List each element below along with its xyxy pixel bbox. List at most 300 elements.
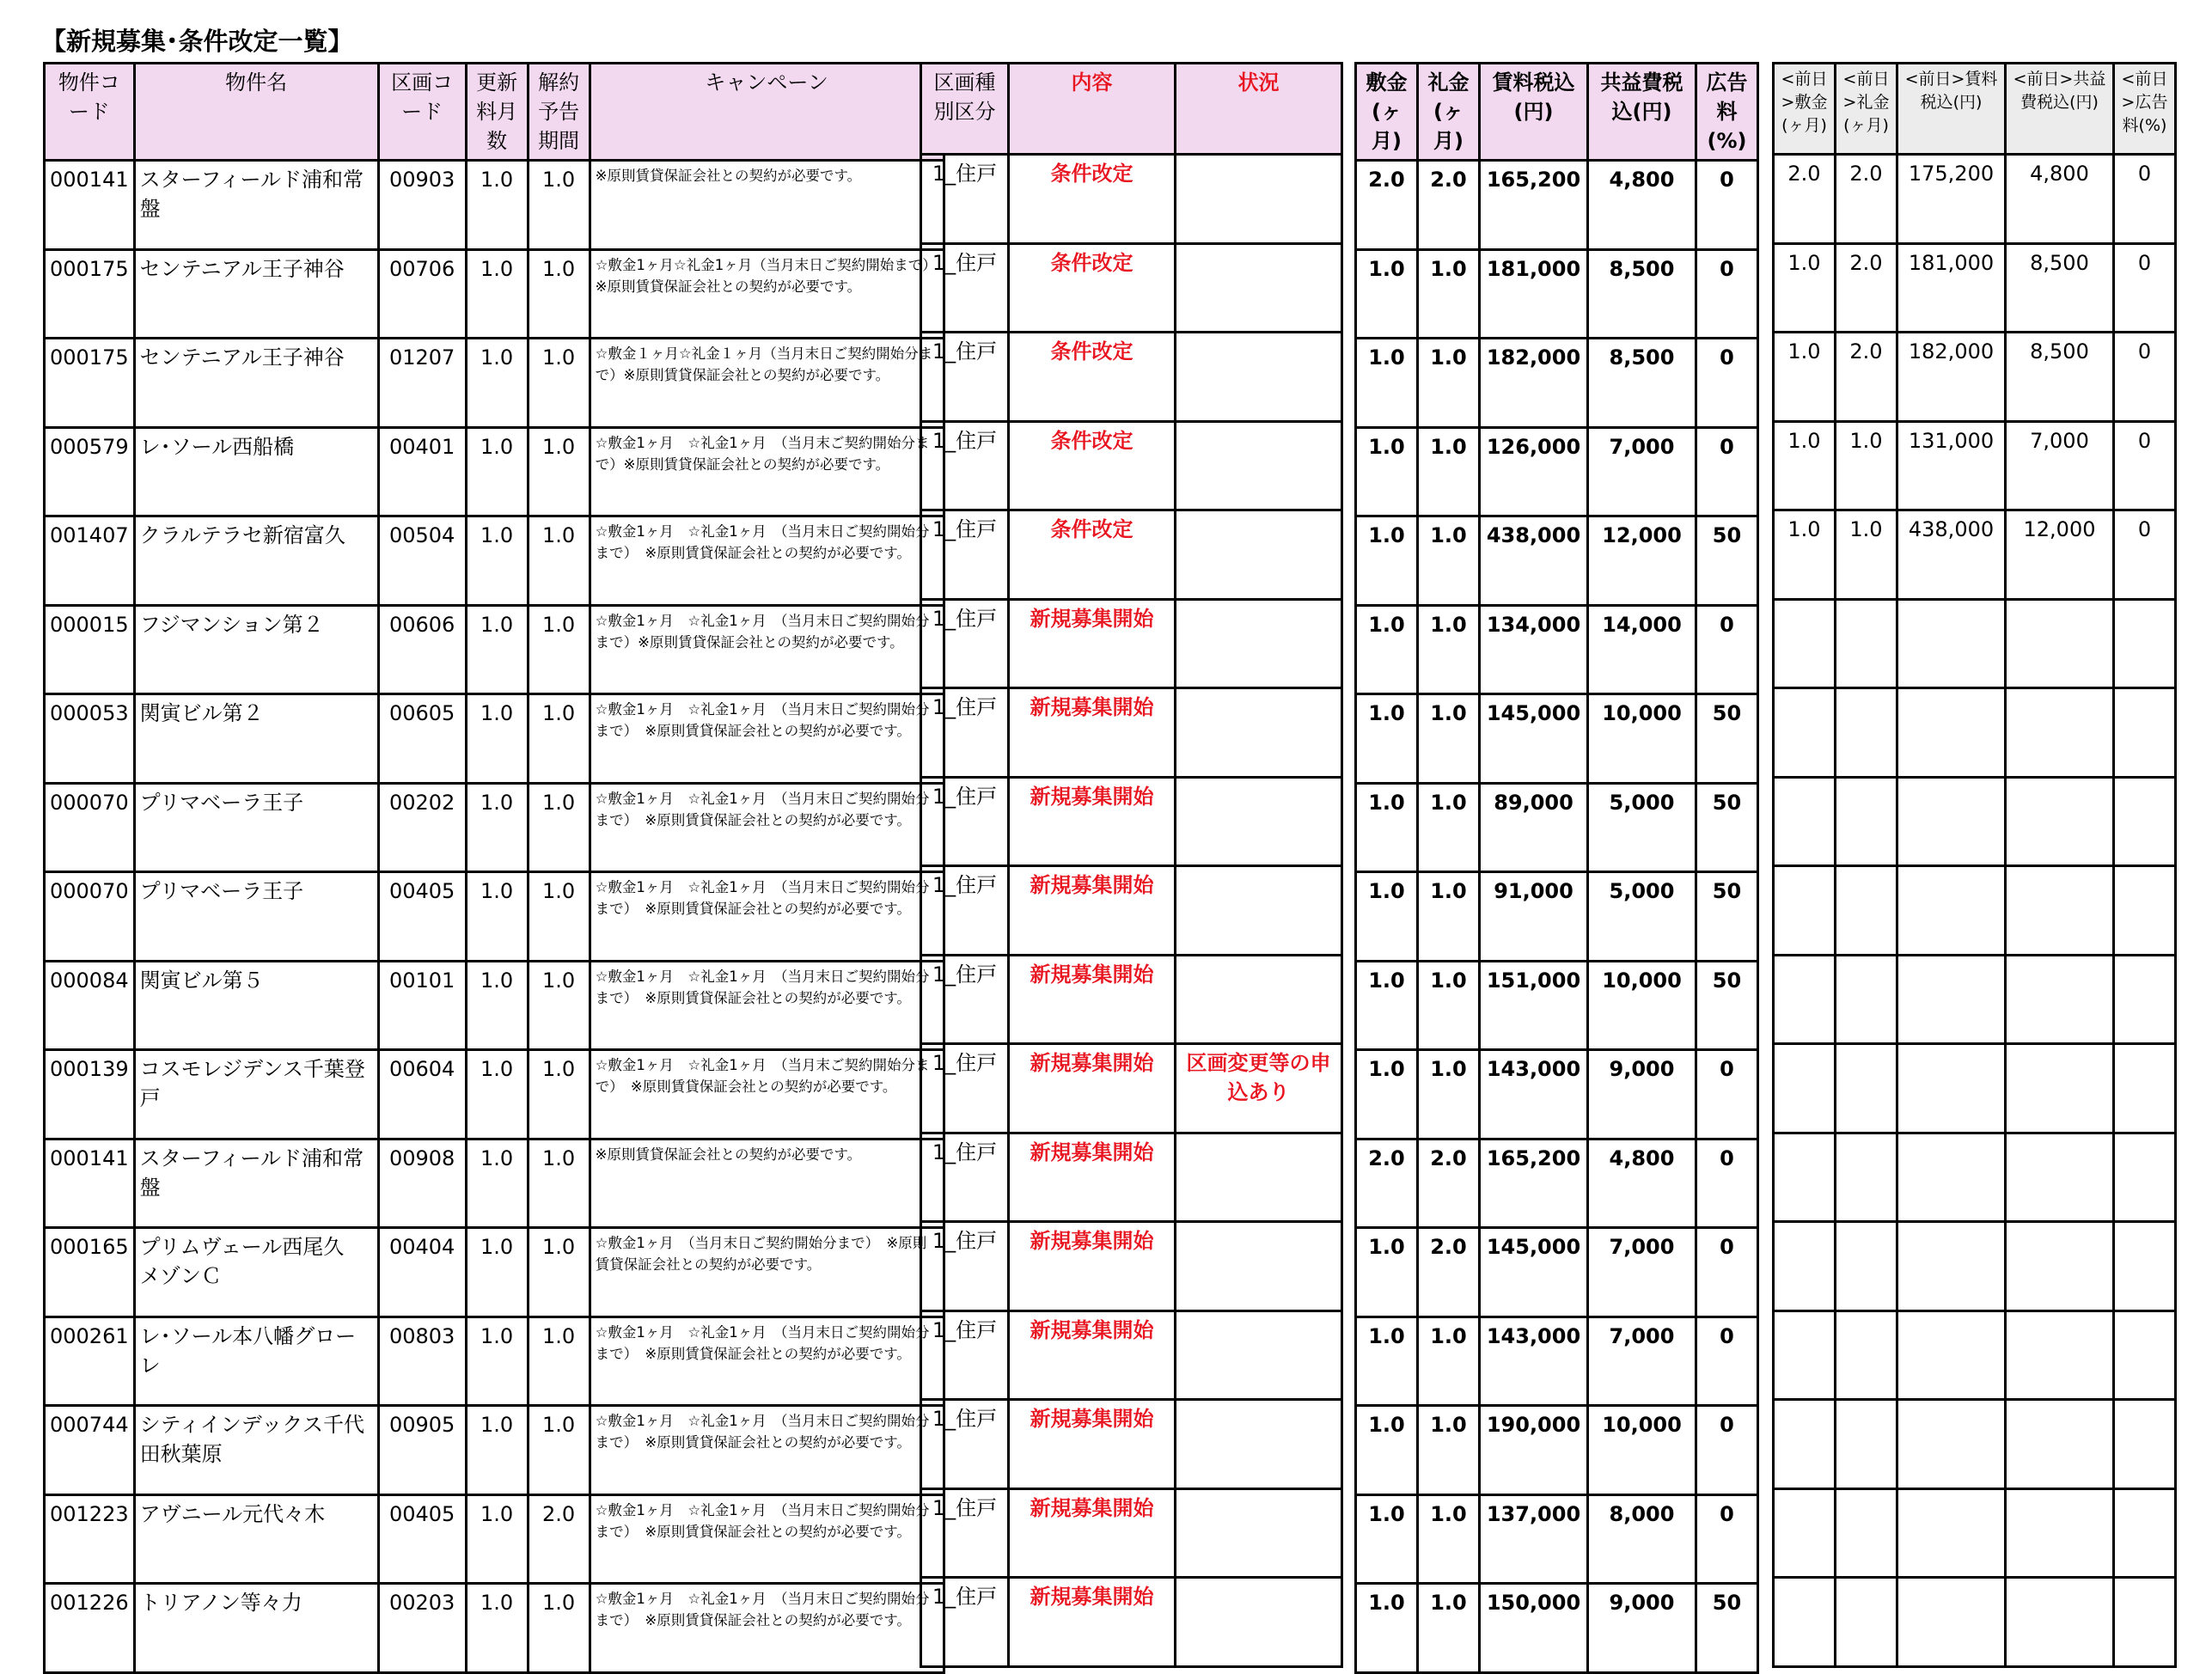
cell-prev-common-fee: 7,000 [2006, 421, 2114, 510]
cell-content: 新規募集開始 [1009, 955, 1176, 1044]
table-row [1774, 333, 2176, 422]
cell-renewal-months: 1.0 [466, 1228, 528, 1317]
cell-ad-fee: 0 [1696, 1050, 1758, 1139]
cell-prev-ad-fee [2114, 688, 2176, 778]
cell-ad-fee: 0 [1696, 427, 1758, 516]
cell-prev-rent: 438,000 [1897, 510, 2006, 600]
cell-rent: 145,000 [1480, 1228, 1588, 1317]
header-prev-ad-fee: <前日>広告料(%) [2114, 64, 2176, 155]
cell-deposit: 1.0 [1356, 1050, 1418, 1139]
cell-campaign: ☆敷金1ヶ月 ☆礼金1ヶ月 （当月末ご契約開始分まで） ※原則賃貸保証会社との契約が必要です。 [590, 1050, 944, 1139]
cell-prev-common-fee [2006, 1400, 2114, 1489]
cell-prev-deposit: 1.0 [1774, 510, 1836, 600]
cell-deposit: 1.0 [1356, 427, 1418, 516]
cell-prev-common-fee: 8,500 [2006, 333, 2114, 422]
cell-property-code: 000070 [45, 783, 135, 872]
cell-key-money: 2.0 [1418, 161, 1480, 250]
cell-renewal-months: 1.0 [466, 1494, 528, 1584]
cell-unit-type: 1_住戸 [921, 1578, 1009, 1667]
table-row [1356, 339, 1758, 428]
cell-rent: 165,200 [1480, 161, 1588, 250]
cell-prev-key-money: 2.0 [1836, 333, 1897, 422]
cell-prev-common-fee [2006, 599, 2114, 688]
cell-property-name: 関寅ビル第５ [134, 961, 378, 1050]
cell-ad-fee: 0 [1696, 1406, 1758, 1495]
cell-unit-code: 00101 [378, 961, 466, 1050]
cell-notice-period: 1.0 [528, 249, 590, 339]
cell-property-code: 000261 [45, 1317, 135, 1406]
cell-renewal-months: 1.0 [466, 1050, 528, 1139]
header-property-code: 物件コード [45, 64, 135, 161]
cell-status [1176, 1310, 1342, 1400]
cell-unit-code: 01207 [378, 339, 466, 428]
cell-content: 新規募集開始 [1009, 688, 1176, 778]
cell-status [1176, 155, 1342, 244]
cell-campaign: ☆敷金1ヶ月 ☆礼金1ヶ月 （当月末日ご契約開始分まで） ※原則賃貸保証会社との契約が必要です。 [590, 694, 944, 784]
header-ad-fee: 広告料(%) [1696, 64, 1758, 161]
cell-property-code: 000053 [45, 694, 135, 784]
cell-deposit: 1.0 [1356, 1228, 1418, 1317]
cell-property-code: 000175 [45, 249, 135, 339]
cell-prev-key-money [1836, 1310, 1897, 1400]
cell-ad-fee: 0 [1696, 339, 1758, 428]
cell-deposit: 1.0 [1356, 1584, 1418, 1673]
cell-property-code: 000175 [45, 339, 135, 428]
cell-content: 新規募集開始 [1009, 1400, 1176, 1489]
cell-ad-fee: 0 [1696, 1139, 1758, 1228]
table-row [45, 1050, 944, 1139]
cell-unit-code: 00803 [378, 1317, 466, 1406]
table-row [921, 1310, 1342, 1400]
cell-property-name: レ･ソール西船橋 [134, 427, 378, 516]
table-row [45, 783, 944, 872]
cell-ad-fee: 50 [1696, 1584, 1758, 1673]
cell-unit-code: 00405 [378, 1494, 466, 1584]
cell-notice-period: 1.0 [528, 872, 590, 962]
cell-renewal-months: 1.0 [466, 961, 528, 1050]
cell-deposit: 1.0 [1356, 1406, 1418, 1495]
header-content: 内容 [1009, 64, 1176, 155]
header-prev-common-fee: <前日>共益費税込(円) [2006, 64, 2114, 155]
cell-notice-period: 2.0 [528, 1494, 590, 1584]
cell-property-name: センテニアル王子神谷 [134, 249, 378, 339]
header-prev-deposit: <前日>敷金(ヶ月) [1774, 64, 1836, 155]
cell-prev-rent [1897, 866, 2006, 956]
table-row [1356, 1228, 1758, 1317]
cell-key-money: 1.0 [1418, 516, 1480, 606]
table-row [921, 1222, 1342, 1311]
cell-prev-deposit: 1.0 [1774, 421, 1836, 510]
header-unit-type: 区画種別区分 [921, 64, 1009, 155]
cell-content: 条件改定 [1009, 333, 1176, 422]
cell-unit-code: 00605 [378, 694, 466, 784]
table-row [1774, 1133, 2176, 1222]
cell-prev-key-money [1836, 955, 1897, 1044]
cell-campaign: ☆敷金1ヶ月 ☆礼金1ヶ月 （当月末日ご契約開始分まで） ※原則賃貸保証会社との契約が必要です。 [590, 1406, 944, 1495]
status-table [920, 62, 1343, 1668]
cell-key-money: 1.0 [1418, 1494, 1480, 1584]
cell-common-fee: 4,800 [1588, 1139, 1696, 1228]
cell-common-fee: 7,000 [1588, 427, 1696, 516]
cell-prev-rent [1897, 1310, 2006, 1400]
cell-unit-type: 1_住戸 [921, 1310, 1009, 1400]
table-row [1356, 605, 1758, 694]
cell-renewal-months: 1.0 [466, 249, 528, 339]
cell-notice-period: 1.0 [528, 161, 590, 250]
cell-common-fee: 4,800 [1588, 161, 1696, 250]
cell-unit-type: 1_住戸 [921, 1133, 1009, 1222]
cell-status [1176, 510, 1342, 600]
cell-notice-period: 1.0 [528, 605, 590, 694]
cell-notice-period: 1.0 [528, 1050, 590, 1139]
table-row [921, 333, 1342, 422]
cell-key-money: 1.0 [1418, 249, 1480, 339]
table-row [1356, 1317, 1758, 1406]
cell-property-code: 000141 [45, 161, 135, 250]
cell-campaign: ☆敷金1ヶ月 （当月末日ご契約開始分まで） ※原則賃貸保証会社との契約が必要です。 [590, 1228, 944, 1317]
cell-prev-ad-fee: 0 [2114, 155, 2176, 244]
cell-prev-deposit [1774, 599, 1836, 688]
cell-prev-key-money: 2.0 [1836, 155, 1897, 244]
table-row [1774, 599, 2176, 688]
cell-property-code: 001226 [45, 1584, 135, 1673]
cell-unit-code: 00908 [378, 1139, 466, 1228]
cell-property-code: 000139 [45, 1050, 135, 1139]
table-row [1774, 155, 2176, 244]
cell-common-fee: 9,000 [1588, 1050, 1696, 1139]
cell-prev-key-money [1836, 866, 1897, 956]
cell-content: 条件改定 [1009, 243, 1176, 333]
cell-prev-deposit [1774, 688, 1836, 778]
table-row [921, 866, 1342, 956]
cell-notice-period: 1.0 [528, 339, 590, 428]
cell-prev-deposit [1774, 1488, 1836, 1578]
cell-prev-common-fee [2006, 1488, 2114, 1578]
cell-prev-deposit: 1.0 [1774, 333, 1836, 422]
cell-prev-deposit [1774, 1222, 1836, 1311]
cell-prev-key-money [1836, 1400, 1897, 1489]
table-row [1356, 1050, 1758, 1139]
cell-rent: 134,000 [1480, 605, 1588, 694]
table-row [45, 249, 944, 339]
cell-prev-ad-fee [2114, 866, 2176, 956]
cell-common-fee: 10,000 [1588, 961, 1696, 1050]
cell-property-code: 000141 [45, 1139, 135, 1228]
cell-notice-period: 1.0 [528, 516, 590, 606]
cell-prev-ad-fee [2114, 955, 2176, 1044]
cell-common-fee: 10,000 [1588, 1406, 1696, 1495]
cell-common-fee: 8,000 [1588, 1494, 1696, 1584]
cell-prev-ad-fee: 0 [2114, 333, 2176, 422]
cell-deposit: 2.0 [1356, 1139, 1418, 1228]
cell-rent: 137,000 [1480, 1494, 1588, 1584]
cell-prev-deposit [1774, 955, 1836, 1044]
cell-ad-fee: 0 [1696, 1494, 1758, 1584]
cell-prev-common-fee [2006, 1578, 2114, 1667]
cell-property-code: 000084 [45, 961, 135, 1050]
header-prev-rent: <前日>賃料税込(円) [1897, 64, 2006, 155]
cell-unit-type: 1_住戸 [921, 688, 1009, 778]
table-row [1774, 243, 2176, 333]
cell-notice-period: 1.0 [528, 1584, 590, 1673]
cell-prev-deposit: 2.0 [1774, 155, 1836, 244]
cell-rent: 438,000 [1480, 516, 1588, 606]
cell-property-name: シティインデックス千代田秋葉原 [134, 1406, 378, 1495]
cell-content: 新規募集開始 [1009, 1222, 1176, 1311]
cell-common-fee: 8,500 [1588, 249, 1696, 339]
table-row [921, 243, 1342, 333]
table-row [1356, 872, 1758, 962]
cell-prev-common-fee: 4,800 [2006, 155, 2114, 244]
cell-property-name: センテニアル王子神谷 [134, 339, 378, 428]
cell-deposit: 1.0 [1356, 872, 1418, 962]
header-deposit: 敷金(ヶ月) [1356, 64, 1418, 161]
cell-unit-code: 00604 [378, 1050, 466, 1139]
cell-key-money: 1.0 [1418, 783, 1480, 872]
cell-status [1176, 777, 1342, 866]
cell-property-code: 001223 [45, 1494, 135, 1584]
cell-common-fee: 9,000 [1588, 1584, 1696, 1673]
conditions-table [1354, 62, 1759, 1674]
cell-key-money: 1.0 [1418, 872, 1480, 962]
cell-notice-period: 1.0 [528, 1406, 590, 1495]
cell-deposit: 1.0 [1356, 1494, 1418, 1584]
cell-prev-ad-fee [2114, 599, 2176, 688]
cell-status [1176, 1400, 1342, 1489]
cell-prev-key-money [1836, 1578, 1897, 1667]
cell-deposit: 2.0 [1356, 161, 1418, 250]
cell-key-money: 1.0 [1418, 1584, 1480, 1673]
table-row [921, 599, 1342, 688]
cell-prev-key-money: 2.0 [1836, 243, 1897, 333]
cell-prev-rent [1897, 955, 2006, 1044]
cell-content: 新規募集開始 [1009, 1310, 1176, 1400]
header-renewal-months: 更新料月数 [466, 64, 528, 161]
cell-property-name: スターフィールド浦和常盤 [134, 1139, 378, 1228]
cell-unit-code: 00504 [378, 516, 466, 606]
cell-ad-fee: 50 [1696, 961, 1758, 1050]
cell-campaign: ☆敷金1ヶ月 ☆礼金1ヶ月 （当月末日ご契約開始分まで）※原則賃貸保証会社との契約が必要です。 [590, 605, 944, 694]
cell-prev-ad-fee [2114, 777, 2176, 866]
cell-property-code: 001407 [45, 516, 135, 606]
cell-notice-period: 1.0 [528, 1228, 590, 1317]
table-row [1774, 866, 2176, 956]
cell-property-name: トリアノン等々力 [134, 1584, 378, 1673]
cell-key-money: 1.0 [1418, 427, 1480, 516]
cell-property-name: フジマンション第２ [134, 605, 378, 694]
cell-rent: 151,000 [1480, 961, 1588, 1050]
cell-property-name: プリマベーラ王子 [134, 872, 378, 962]
table-row [921, 1578, 1342, 1667]
table-row [1356, 961, 1758, 1050]
cell-prev-rent [1897, 777, 2006, 866]
cell-status [1176, 599, 1342, 688]
cell-unit-code: 00905 [378, 1406, 466, 1495]
page-title: 【新規募集･条件改定一覧】 [41, 27, 353, 56]
cell-content: 新規募集開始 [1009, 599, 1176, 688]
cell-ad-fee: 0 [1696, 1228, 1758, 1317]
table-row [1356, 783, 1758, 872]
table-row [45, 605, 944, 694]
cell-campaign: ☆敷金１ヶ月☆礼金１ヶ月（当月末日ご契約開始分まで）※原則賃貸保証会社との契約が必要です。 [590, 339, 944, 428]
cell-rent: 91,000 [1480, 872, 1588, 962]
cell-unit-type: 1_住戸 [921, 777, 1009, 866]
cell-property-code: 000579 [45, 427, 135, 516]
cell-prev-rent [1897, 1133, 2006, 1222]
cell-common-fee: 7,000 [1588, 1317, 1696, 1406]
cell-common-fee: 10,000 [1588, 694, 1696, 784]
table-row [1774, 1578, 2176, 1667]
table-row [45, 516, 944, 606]
table-row [921, 955, 1342, 1044]
cell-campaign: ☆敷金1ヶ月 ☆礼金1ヶ月 （当月末日ご契約開始分まで） ※原則賃貸保証会社との契約が必要です。 [590, 516, 944, 606]
property-table [43, 62, 945, 1674]
table-row [921, 1400, 1342, 1489]
cell-campaign: ☆敷金1ヶ月 ☆礼金1ヶ月 （当月末日ご契約開始分まで） ※原則賃貸保証会社との契約が必要です。 [590, 872, 944, 962]
table-row [1356, 1139, 1758, 1228]
cell-prev-key-money [1836, 1488, 1897, 1578]
cell-deposit: 1.0 [1356, 516, 1418, 606]
cell-prev-common-fee [2006, 688, 2114, 778]
cell-property-code: 000744 [45, 1406, 135, 1495]
cell-key-money: 1.0 [1418, 339, 1480, 428]
cell-ad-fee: 0 [1696, 605, 1758, 694]
cell-content: 条件改定 [1009, 421, 1176, 510]
cell-common-fee: 7,000 [1588, 1228, 1696, 1317]
table-row [921, 1133, 1342, 1222]
cell-renewal-months: 1.0 [466, 872, 528, 962]
cell-renewal-months: 1.0 [466, 339, 528, 428]
cell-prev-deposit [1774, 1044, 1836, 1133]
table-row [45, 339, 944, 428]
cell-renewal-months: 1.0 [466, 427, 528, 516]
cell-campaign: ※原則賃貸保証会社との契約が必要です。 [590, 1139, 944, 1228]
cell-prev-deposit [1774, 1310, 1836, 1400]
cell-content: 新規募集開始 [1009, 1133, 1176, 1222]
cell-status [1176, 1222, 1342, 1311]
cell-campaign: ☆敷金1ヶ月 ☆礼金1ヶ月 （当月末日ご契約開始分まで） ※原則賃貸保証会社との契約が必要です。 [590, 1317, 944, 1406]
cell-renewal-months: 1.0 [466, 1584, 528, 1673]
cell-prev-rent [1897, 1222, 2006, 1311]
table-row [1356, 161, 1758, 250]
cell-prev-ad-fee [2114, 1310, 2176, 1400]
cell-prev-ad-fee [2114, 1400, 2176, 1489]
cell-unit-type: 1_住戸 [921, 866, 1009, 956]
cell-notice-period: 1.0 [528, 694, 590, 784]
cell-property-name: クラルテラセ新宿富久 [134, 516, 378, 606]
cell-common-fee: 5,000 [1588, 783, 1696, 872]
cell-unit-type: 1_住戸 [921, 599, 1009, 688]
cell-rent: 143,000 [1480, 1317, 1588, 1406]
cell-prev-rent [1897, 599, 2006, 688]
cell-ad-fee: 50 [1696, 872, 1758, 962]
cell-rent: 182,000 [1480, 339, 1588, 428]
cell-property-code: 000070 [45, 872, 135, 962]
cell-prev-rent: 181,000 [1897, 243, 2006, 333]
cell-rent: 89,000 [1480, 783, 1588, 872]
cell-ad-fee: 50 [1696, 516, 1758, 606]
cell-prev-rent: 182,000 [1897, 333, 2006, 422]
cell-unit-type: 1_住戸 [921, 1400, 1009, 1489]
cell-renewal-months: 1.0 [466, 1406, 528, 1495]
cell-ad-fee: 50 [1696, 783, 1758, 872]
cell-ad-fee: 0 [1696, 161, 1758, 250]
cell-status [1176, 866, 1342, 956]
table-row [1356, 427, 1758, 516]
cell-property-name: プリマベーラ王子 [134, 783, 378, 872]
cell-deposit: 1.0 [1356, 339, 1418, 428]
cell-prev-key-money [1836, 1044, 1897, 1133]
cell-rent: 150,000 [1480, 1584, 1588, 1673]
cell-content: 新規募集開始 [1009, 1488, 1176, 1578]
cell-deposit: 1.0 [1356, 1317, 1418, 1406]
cell-notice-period: 1.0 [528, 1139, 590, 1228]
cell-ad-fee: 0 [1696, 1317, 1758, 1406]
cell-prev-rent: 175,200 [1897, 155, 2006, 244]
header-notice-period: 解約予告期間 [528, 64, 590, 161]
table-row [45, 1139, 944, 1228]
table-row [921, 1044, 1342, 1133]
cell-prev-common-fee [2006, 1044, 2114, 1133]
cell-rent: 190,000 [1480, 1406, 1588, 1495]
table-row [921, 510, 1342, 600]
cell-property-name: スターフィールド浦和常盤 [134, 161, 378, 250]
cell-prev-deposit: 1.0 [1774, 243, 1836, 333]
cell-unit-code: 00404 [378, 1228, 466, 1317]
cell-key-money: 1.0 [1418, 1406, 1480, 1495]
table-row [1356, 1494, 1758, 1584]
table-row [45, 1494, 944, 1584]
table-row [1774, 1400, 2176, 1489]
header-prev-key-money: <前日>礼金(ヶ月) [1836, 64, 1897, 155]
header-common-fee: 共益費税込(円) [1588, 64, 1696, 161]
cell-common-fee: 14,000 [1588, 605, 1696, 694]
cell-prev-rent [1897, 688, 2006, 778]
table-row [45, 427, 944, 516]
table-row [1774, 777, 2176, 866]
cell-deposit: 1.0 [1356, 694, 1418, 784]
cell-status [1176, 333, 1342, 422]
table-row [45, 1228, 944, 1317]
cell-unit-type: 1_住戸 [921, 333, 1009, 422]
cell-notice-period: 1.0 [528, 783, 590, 872]
table-row [1774, 1488, 2176, 1578]
cell-prev-common-fee [2006, 1310, 2114, 1400]
cell-unit-type: 1_住戸 [921, 510, 1009, 600]
cell-prev-rent [1897, 1400, 2006, 1489]
cell-prev-ad-fee [2114, 1222, 2176, 1311]
previous-day-table [1772, 62, 2177, 1668]
header-status: 状況 [1176, 64, 1342, 155]
cell-prev-deposit [1774, 1578, 1836, 1667]
cell-unit-code: 00401 [378, 427, 466, 516]
cell-renewal-months: 1.0 [466, 1139, 528, 1228]
table-row [921, 1488, 1342, 1578]
cell-property-name: レ･ソール本八幡グローレ [134, 1317, 378, 1406]
cell-status [1176, 1488, 1342, 1578]
cell-prev-common-fee [2006, 777, 2114, 866]
table-row [1356, 1584, 1758, 1673]
cell-deposit: 1.0 [1356, 605, 1418, 694]
cell-prev-key-money: 1.0 [1836, 510, 1897, 600]
cell-unit-code: 00706 [378, 249, 466, 339]
cell-content: 条件改定 [1009, 155, 1176, 244]
cell-campaign: ☆敷金1ヶ月 ☆礼金1ヶ月 （当月末日ご契約開始分まで） ※原則賃貸保証会社との契約が必要です。 [590, 1494, 944, 1584]
cell-campaign: ☆敷金1ヶ月 ☆礼金1ヶ月 （当月末ご契約開始分まで）※原則賃貸保証会社との契約が必要です。 [590, 427, 944, 516]
cell-prev-common-fee: 8,500 [2006, 243, 2114, 333]
cell-ad-fee: 50 [1696, 694, 1758, 784]
cell-notice-period: 1.0 [528, 1317, 590, 1406]
